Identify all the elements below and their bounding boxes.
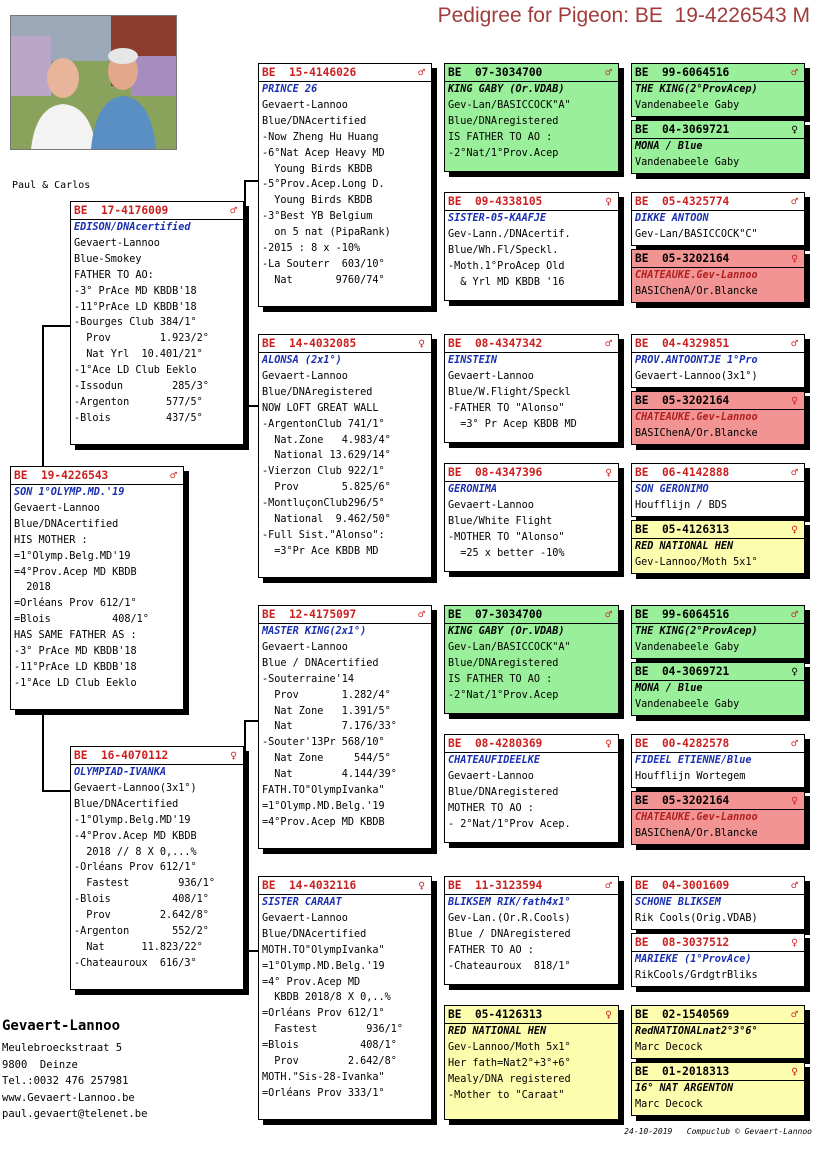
ring-number: BE 04-3069721 ♀ [632,121,804,139]
pigeon-name: PROV.ANTOONTJE 1°Pro [635,355,758,366]
female-symbol-icon: ♀ [605,195,612,208]
pigeon-name: RedNATIONALnat2°3°6° [635,1026,758,1037]
info-line: -1°Ace LD Club Eeklo [74,365,197,377]
info-line: Blue-Smokey [74,253,142,265]
female-symbol-icon: ♀ [791,794,798,807]
ring-number: BE 05-4126313 ♀ [632,521,804,539]
pigeon-card-g3-1[interactable] [444,63,619,172]
pigeon-card-g4-6[interactable] [631,391,805,445]
info-line: FATH.TO"OlympIvanka" [262,785,385,797]
info-line: Gev-Lan/BASICCOCK"A" [448,641,571,653]
ring-number: BE 19-4226543 ♂ [11,467,183,485]
female-symbol-icon: ♀ [791,523,798,536]
info-line: Vandenabeele Gaby [635,156,740,168]
female-symbol-icon: ♀ [605,1008,612,1021]
pigeon-card-sire-sire[interactable] [258,63,432,307]
female-symbol-icon: ♀ [791,936,798,949]
info-line: Gev-Lannoo/Moth 5x1° [635,556,758,568]
pigeon-name: EDISON/DNAcertified [74,222,191,233]
info-line: =3° Pr Acep KBDB MD [448,418,577,430]
info-line: -Argenton 552/2° [74,926,209,938]
info-line: FATHER TO AO : [448,944,534,956]
info-line: =Orléans Prov 612/1° [262,1008,385,1020]
ring-number: BE 07-3034700 ♂ [445,606,618,624]
info-line: Blue/DNAcertified [14,518,119,530]
info-line: -FATHER TO "Alonso" [448,402,565,414]
female-symbol-icon: ♀ [791,1065,798,1078]
pigeon-name: RED NATIONAL HEN [635,541,734,552]
ring-number: BE 02-1540569 ♂ [632,1006,804,1024]
female-symbol-icon: ♀ [605,466,612,479]
pigeon-name: RED NATIONAL HEN [448,1026,547,1037]
info-line: Blue/DNAregistered [448,115,559,127]
male-symbol-icon: ♂ [791,879,798,892]
info-line: BASIChenA/Or.Blancke [635,427,758,439]
pigeon-card-g4-9[interactable] [631,605,805,659]
info-line: MOTH.TO"OlympIvanka" [262,944,385,956]
info-line: -3°Best YB Belgium [262,211,373,223]
pigeon-name: THE KING(2°ProvAcep) [635,626,758,637]
info-line: -2015 : 8 x -10% [262,243,361,255]
website-link[interactable]: www.Gevaert-Lannoo.be [2,1091,135,1104]
pigeon-name: SON GERONIMO [635,484,709,495]
pigeon-name: THE KING(2°ProvAcep) [635,84,758,95]
info-line: =4° Prov.Acep MD [262,976,361,988]
connector [244,950,258,952]
ring-number: BE 11-3123594 ♂ [445,877,618,895]
info-line: Gev-Lan/BASICCOCK"C" [635,228,758,240]
ring-number: BE 08-4347396 ♀ [445,464,618,482]
pigeon-name: ALONSA (2x1°) [262,355,342,366]
info-line: MOTHER TO AO : [448,802,534,814]
info-line: Gev-Lan.(Or.R.Cools) [448,912,571,924]
male-symbol-icon: ♂ [791,608,798,621]
ring-number: BE 04-3001609 ♂ [632,877,804,895]
info-line: Blue/DNAcertified [262,928,367,940]
info-line: Gevaert-Lannoo(3x1°) [74,782,197,794]
pigeon-name: CHATEAUFIDEELKE [448,755,541,766]
info-line: -ArgentonClub 741/1° [262,418,385,430]
ring-number: BE 12-4175097 ♂ [259,606,431,624]
female-symbol-icon: ♀ [605,737,612,750]
ring-number: BE 07-3034700 ♂ [445,64,618,82]
ring-number: BE 04-4329851 ♂ [632,335,804,353]
info-line: =Blois 408/1° [14,614,149,626]
info-line: Blue/DNAcertified [262,115,367,127]
info-line: Gevaert-Lannoo(3x1°) [635,370,758,382]
pigeon-card-subject[interactable] [10,466,184,710]
pigeon-name: CHATEAUKE.Gev-Lannoo [635,412,758,423]
info-line: -Souterraine'14 [262,673,355,685]
pigeon-name: KING GABY (Or.VDAB) [448,626,565,637]
pigeon-name: MONA / Blue [635,141,703,152]
info-line: Blue/DNAcertified [74,798,179,810]
ring-number: BE 17-4176009 ♂ [71,202,243,220]
info-line: IS FATHER TO AO : [448,673,553,685]
breeder-name: Gevaert-Lannoo [2,1018,121,1034]
info-line: IS FATHER TO AO : [448,131,553,143]
pigeon-name: GERONIMA [448,484,498,495]
info-line: -La Souterr 603/10° [262,258,385,270]
info-line: - 2°Nat/1°Prov Acep. [448,818,571,830]
ring-number: BE 08-3037512 ♀ [632,934,804,952]
info-line: Vandenabeele Gaby [635,641,740,653]
connector [244,720,258,722]
connector [42,325,70,327]
ring-number: BE 05-3202164 ♀ [632,250,804,268]
ring-number: BE 14-4032116 ♀ [259,877,431,895]
pigeon-card-sire[interactable] [70,201,244,445]
info-line: Blue/DNAregistered [262,386,373,398]
info-line: -Moth.1°ProAcep Old [448,260,565,272]
info-line: -11°PrAce LD KBDB'18 [14,661,137,673]
connector [244,180,246,405]
info-line: Vandenabeele Gaby [635,99,740,111]
pigeon-card-g4-8[interactable] [631,520,805,574]
info-line: Fastest 936/1° [262,1024,404,1036]
page-title: Pedigree for Pigeon: BE 19-4226543 M [437,4,810,27]
pigeon-card-dam-dam[interactable] [258,876,432,1120]
info-line: Houfflijn Wortegem [635,770,746,782]
pigeon-card-g4-10[interactable] [631,662,805,716]
info-line: FATHER TO AO: [74,269,154,281]
info-line: Prov 1.282/4° [262,689,391,701]
ring-number: BE 09-4338105 ♀ [445,193,618,211]
info-line: Nat 4.144/39° [262,769,397,781]
female-symbol-icon: ♀ [418,337,425,350]
pigeon-card-g4-7[interactable] [631,463,805,517]
info-line: Nat Zone 544/5° [262,753,391,765]
info-line: Gevaert-Lannoo [448,770,534,782]
info-line: Nat 7.176/33° [262,721,397,733]
ring-number: BE 99-6064516 ♂ [632,64,804,82]
info-line: -Chateauroux 616/3° [74,957,197,969]
info-line: Nat 9760/74° [262,274,385,286]
owners-photo [10,15,177,150]
ring-number: BE 15-4146026 ♂ [259,64,431,82]
info-line: -Blois 437/5° [74,412,203,424]
ring-number: BE 05-3202164 ♀ [632,392,804,410]
info-line: -3° PrAce MD KBDB'18 [14,646,137,658]
connector [42,325,44,470]
pigeon-name: 16° NAT ARGENTON [635,1083,734,1094]
info-line: 2018 // 8 X 0,...% [74,846,197,858]
pigeon-name: FIDEEL ETIENNE/Blue [635,755,752,766]
info-line: Young Birds KBDB [262,163,373,175]
pigeon-name: OLYMPIAD-IVANKA [74,767,167,778]
info-line: -MOTHER TO "Alonso" [448,531,565,543]
male-symbol-icon: ♂ [418,66,425,79]
info-line: Blue/W.Flight/Speckl [448,386,571,398]
pigeon-card-g4-11[interactable] [631,734,805,788]
info-line: Gevaert-Lannoo [14,502,100,514]
ring-number: BE 14-4032085 ♀ [259,335,431,353]
info-line: -11°PrAce LD KBDB'18 [74,301,197,313]
info-line: -Blois 408/1° [74,894,209,906]
info-line: Blue/DNAregistered [448,786,559,798]
info-line: Mealy/DNA registered [448,1073,571,1085]
female-symbol-icon: ♀ [791,394,798,407]
female-symbol-icon: ♀ [230,749,237,762]
ring-number: BE 05-4126313 ♀ [445,1006,618,1024]
info-line: Nat.Zone 4.983/4° [262,434,391,446]
info-line: Young Birds KBDB [262,195,373,207]
info-line: -MontluçonClub296/5° [262,498,385,510]
info-line: Blue/Wh.Fl/Speckl. [448,244,559,256]
pigeon-name: DIKKE ANTOON [635,213,709,224]
pigeon-card-g3-7[interactable] [444,876,619,985]
info-line: Gevaert-Lannoo [262,641,348,653]
info-line: Gev-Lan/BASICCOCK"A" [448,99,571,111]
info-line: Blue / DNAcertified [262,657,379,669]
info-line: Marc Decock [635,1041,703,1053]
address-city: 9800 Deinze [2,1058,78,1071]
pigeon-card-g4-13[interactable] [631,876,805,930]
pigeon-name: BLIKSEM RIK/fath4x1° [448,897,571,908]
ring-number: BE 06-4142888 ♂ [632,464,804,482]
info-line: Houfflijn / BDS [635,499,728,511]
info-line: Gevaert-Lannoo [262,912,348,924]
info-line: Gevaert-Lannoo [448,370,534,382]
ring-number: BE 00-4282578 ♂ [632,735,804,753]
info-line: =25 x better -10% [448,547,565,559]
info-line: MOTH."Sis-28-Ivanka" [262,1071,385,1083]
pigeon-name: EINSTEIN [448,355,498,366]
info-line: =4°Prov.Acep MD KBDB [262,816,385,828]
ring-number: BE 08-4347342 ♂ [445,335,618,353]
info-line: National 9.462/50° [262,514,391,526]
male-symbol-icon: ♂ [230,204,237,217]
info-line: -3° PrAce MD KBDB'18 [74,285,197,297]
info-line: Nat Zone 1.391/5° [262,705,391,717]
pigeon-name: SISTER-05-KAAFJE [448,213,547,224]
info-line: -1°Ace LD Club Eeklo [14,677,137,689]
info-line: Vandenabeele Gaby [635,698,740,710]
pigeon-name: SCHONE BLIKSEM [635,897,721,908]
info-line: =Blois 408/1° [262,1040,397,1052]
info-line: HIS MOTHER : [14,534,88,546]
ring-number: BE 16-4070112 ♀ [71,747,243,765]
male-symbol-icon: ♂ [791,737,798,750]
info-line: Gev-Lann./DNAcertif. [448,228,571,240]
ring-number: BE 05-3202164 ♀ [632,792,804,810]
male-symbol-icon: ♂ [791,1008,798,1021]
info-line: =1°Olymp.MD.Belg.'19 [262,960,385,972]
info-line: -6°Nat Acep Heavy MD [262,147,385,159]
pigeon-card-dam-sire[interactable] [258,605,432,849]
info-line: -Vierzon Club 922/1° [262,466,385,478]
info-line: Blue/White Flight [448,515,553,527]
female-symbol-icon: ♀ [791,123,798,136]
pigeon-card-sire-dam[interactable] [258,334,432,578]
photo-caption: Paul & Carlos [12,180,91,191]
info-line: -2°Nat/1°Prov.Acep [448,147,559,159]
info-line: -Orléans Prov 612/1° [74,862,197,874]
info-line: Blue / DNAregistered [448,928,571,940]
info-line: Nat 11.823/22° [74,941,203,953]
info-line: HAS SAME FATHER AS : [14,630,137,642]
email-link[interactable]: paul.gevaert@telenet.be [2,1108,148,1121]
info-line: -Chateauroux 818/1° [448,960,571,972]
male-symbol-icon: ♂ [418,608,425,621]
male-symbol-icon: ♂ [605,337,612,350]
info-line: -4°Prov.Acep MD KBDB [74,830,197,842]
info-line: Gevaert-Lannoo [448,499,534,511]
info-line: Marc Decock [635,1098,703,1110]
info-line: Gevaert-Lannoo [74,237,160,249]
info-line: Gevaert-Lannoo [262,99,348,111]
pigeon-card-g3-4[interactable] [444,463,619,572]
info-line: =3°Pr Ace KBDB MD [262,545,379,557]
info-line: -Full Sist."Alonso": [262,529,385,541]
info-line: =1°Olymp.MD.Belg.'19 [262,800,385,812]
connector [244,405,258,407]
pigeon-name: MARIEKE (1°ProvAce) [635,954,752,965]
info-line: KBDB 2018/8 X 0,..% [262,992,391,1004]
male-symbol-icon: ♂ [791,337,798,350]
info-line: =Orléans Prov 612/1° [14,598,137,610]
female-symbol-icon: ♀ [791,252,798,265]
info-line: Her fath=Nat2°+3°+6° [448,1057,571,1069]
pigeon-card-g3-5[interactable] [444,605,619,714]
info-line: -2°Nat/1°Prov.Acep [448,689,559,701]
info-line: Prov 1.923/2° [74,333,209,345]
ring-number: BE 08-4280369 ♀ [445,735,618,753]
phone: Tel.:0032 476 257981 [2,1075,129,1088]
info-line: Nat Yrl 10.401/21° [74,349,203,361]
pigeon-name: SON 1°OLYMP.MD.'19 [14,487,125,498]
pigeon-card-dam[interactable] [70,746,244,990]
pigeon-card-g4-1[interactable] [631,63,805,117]
male-symbol-icon: ♂ [605,66,612,79]
pigeon-card-g4-5[interactable] [631,334,805,388]
info-line: BASIChenA/Or.Blancke [635,827,758,839]
pigeon-card-g3-8[interactable] [444,1005,619,1120]
info-line: BASIChenA/Or.Blancke [635,285,758,297]
info-line: on 5 nat (PipaRank) [262,227,391,239]
info-line: -Argenton 577/5° [74,396,203,408]
pigeon-card-g4-2[interactable] [631,120,805,174]
male-symbol-icon: ♂ [605,879,612,892]
info-line: & Yrl MD KBDB '16 [448,276,565,288]
pigeon-card-g4-12[interactable] [631,791,805,845]
pigeon-card-g4-14[interactable] [631,933,805,987]
pigeon-card-g4-16[interactable] [631,1062,805,1116]
connector [42,710,44,790]
ring-number: BE 05-4325774 ♂ [632,193,804,211]
pigeon-name: CHATEAUKE.Gev-Lannoo [635,270,758,281]
info-line: -Mother to "Caraat" [448,1089,565,1101]
info-line: -Issodun 285/3° [74,381,209,393]
pigeon-card-g3-2[interactable] [444,192,619,301]
info-line: National 13.629/14° [262,450,391,462]
info-line: Prov 5.825/6° [262,482,391,494]
pigeon-name: SISTER CARAAT [262,897,342,908]
info-line: -Now Zheng Hu Huang [262,131,379,143]
male-symbol-icon: ♂ [791,195,798,208]
pigeon-name: KING GABY (Or.VDAB) [448,84,565,95]
info-line: Gevaert-Lannoo [262,370,348,382]
breeder-info [2,1018,147,1123]
info-line: Gev-Lannoo/Moth 5x1° [448,1041,571,1053]
info-line: Blue/DNAregistered [448,657,559,669]
address-street: Meulebroeckstraat 5 [2,1042,123,1054]
pigeon-card-g4-4[interactable] [631,249,805,303]
male-symbol-icon: ♂ [605,608,612,621]
connector [244,180,258,182]
info-line: =4°Prov.Acep MD KBDB [14,566,137,578]
info-line: -5°Prov.Acep.Long D. [262,179,385,191]
pigeon-name: PRINCE 26 [262,84,318,95]
info-line: =1°Olymp.Belg.MD'19 [14,550,131,562]
pigeon-card-g4-3[interactable] [631,192,805,246]
info-line: Fastest 936/1° [74,878,216,890]
info-line: NOW LOFT GREAT WALL [262,402,379,414]
ring-number: BE 01-2018313 ♀ [632,1063,804,1081]
pigeon-name: CHATEAUKE.Gev-Lannoo [635,812,758,823]
info-line: 2018 [14,582,51,594]
info-line: -Souter'13Pr 568/10° [262,737,385,749]
owners-photo-image [11,16,176,149]
info-line: -1°Olymp.Belg.MD'19 [74,814,191,826]
pigeon-card-g4-15[interactable] [631,1005,805,1059]
pigeon-name: MONA / Blue [635,683,703,694]
female-symbol-icon: ♀ [791,665,798,678]
info-line: Prov 2.642/8° [74,910,209,922]
ring-number: BE 99-6064516 ♂ [632,606,804,624]
info-line: -Bourges Club 384/1° [74,317,197,329]
male-symbol-icon: ♂ [791,466,798,479]
connector [42,790,70,792]
pigeon-name: MASTER KING(2x1°) [262,626,367,637]
male-symbol-icon: ♂ [791,66,798,79]
pigeon-card-g3-6[interactable] [444,734,619,843]
footer-credit: 24-10-2019 Compuclub © Gevaert-Lannoo [624,1127,812,1136]
info-line: =Orléans Prov 333/1° [262,1087,385,1099]
ring-number: BE 04-3069721 ♀ [632,663,804,681]
female-symbol-icon: ♀ [418,879,425,892]
connector [244,720,246,950]
male-symbol-icon: ♂ [170,469,177,482]
info-line: Rik Cools(Orig.VDAB) [635,912,758,924]
info-line: RikCools/GrdgtrBliks [635,969,758,981]
pigeon-card-g3-3[interactable] [444,334,619,443]
info-line: Prov 2.642/8° [262,1056,397,1068]
